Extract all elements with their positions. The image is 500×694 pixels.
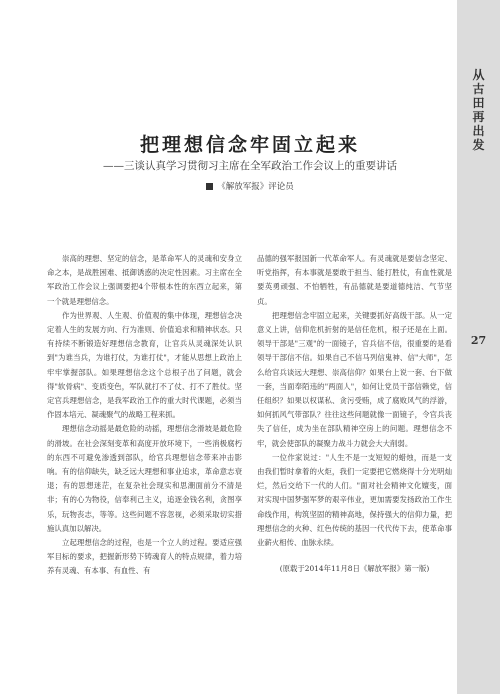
byline-text: 《解放军报》评论员 [217,182,294,192]
page-number: 27 [470,334,487,347]
section-title-char: 古 [472,82,485,96]
article-title: 把理想信念牢固立起来 [139,134,360,156]
section-title-char: 从 [472,68,485,82]
paragraph: 作为世界观、人生观、价值观的集中体现，理想信念决定着人生的发展方向、行为准则、价值追求和精神状态。只有持续不断锻造好理想信念教育，让官兵从灵魂深处认识到"为谁当兵，为谁打仗，为谁打仗"，才能从思想上政治上牢牢掌握部队。如果理想信念这个总根子出了问题，就会得"软骨病"、变质变色，军队就打不了仗、打不了胜仗。坚定官兵理想信念，是我军政治工作的重大时代课题，必须当作固本培元、凝魂聚气的战略工程来抓。 [47,310,242,420]
section-title-char: 出 [472,124,485,138]
paragraph: 理想信念动摇是最危险的动摇，理想信念滑坡是最危险的滑坡。在社会深刻变革和高度开放环境下，一些消极腐朽的东西不可避免渗透到部队，给官兵理想信念带来冲击影响。有的信仰缺失，缺乏远大理想和事业追求，革命意志衰退；有的思想迷茫，在复杂社会现实和思潮面前分不清是非；有的心为物役，信奉利己主义，追逐金钱名利，贪图享乐，玩物丧志，等等。这些问题不容忽视，必须采取切实措施认真加以解决。 [47,424,242,533]
paragraph: 立起理想信念的过程，也是一个立人的过程。要适应强军目标的要求，把握新形势下铸魂育人的特点规律，着力培养有灵魂、有本事、有血性、有 [47,538,242,576]
article-subtitle: ——三谈认真学习贯彻习主席在全军政治工作会议上的重要讲话 [103,160,397,172]
paragraph: 一位作家说过："人生不是一支短短的蜡烛，而是一支由我们暂时拿着的火炬，我们一定要把它燃烧得十分光明灿烂，然后交给下一代的人们。"面对社会精神文化嬗变，面对实现中国梦强军梦的艰辛伟业，更加需要发扬政治工作生命线作用，构筑坚固的精神高地，保持强大的信仰力量，把理想信念的火种、红色传统的基因一代代传下去，使革命事业薪火相传、血脉永续。 [257,452,452,548]
section-title-char: 发 [472,138,485,152]
source-note: (原载于2014年11月8日《解放军报》第一版) [279,564,430,574]
paragraph: 品德的强军报国新一代革命军人。有灵魂就是要信念坚定、听党指挥，有本事就是要敢于担当、能打胜仗，有血性就是要英勇顽强、不怕牺牲，有品德就是要道德纯洁、气节坚贞。 [257,254,452,306]
left-column [47,252,242,579]
section-title [457,68,500,152]
article-byline [60,180,440,192]
square-bullet-icon [206,183,213,190]
section-title-char: 再 [472,110,485,124]
right-column [257,252,452,576]
side-tab [457,0,500,694]
section-title-char: 田 [472,96,485,110]
paragraph: 崇高的理想、坚定的信念，是革命军人的灵魂和安身立命之本，是战胜困难、抵御诱惑的决定性因素。习主席在全军政治工作会议上强调要把4个带根本性的东西立起来，第一个就是理想信念。 [47,254,242,306]
paragraph: 把理想信念牢固立起来，关键要抓好高级干部。从一定意义上讲，信仰危机折射的是信任危机，根子还是在上面。领导干部是"三观"的一面镜子，官兵信不信，很重要的是看领导干部信不信。如果自己不信马列信鬼神、信"大师"，怎么给官兵谈远大理想、崇高信仰？如果台上说一套、台下做一套，当面奉陌违的"两面人"，如何让党员干部信赖党，信任组织？如果以权谋私、贪污受贿，成了腐败风气的浮游，如何抓风气带部队？往往这些问题就像一面镜子，令官兵丧失了信任，成为坐在部队精神空房上的问题。理想信念不牢，就会使部队的凝聚力战斗力就会大大削弱。 [257,310,452,448]
